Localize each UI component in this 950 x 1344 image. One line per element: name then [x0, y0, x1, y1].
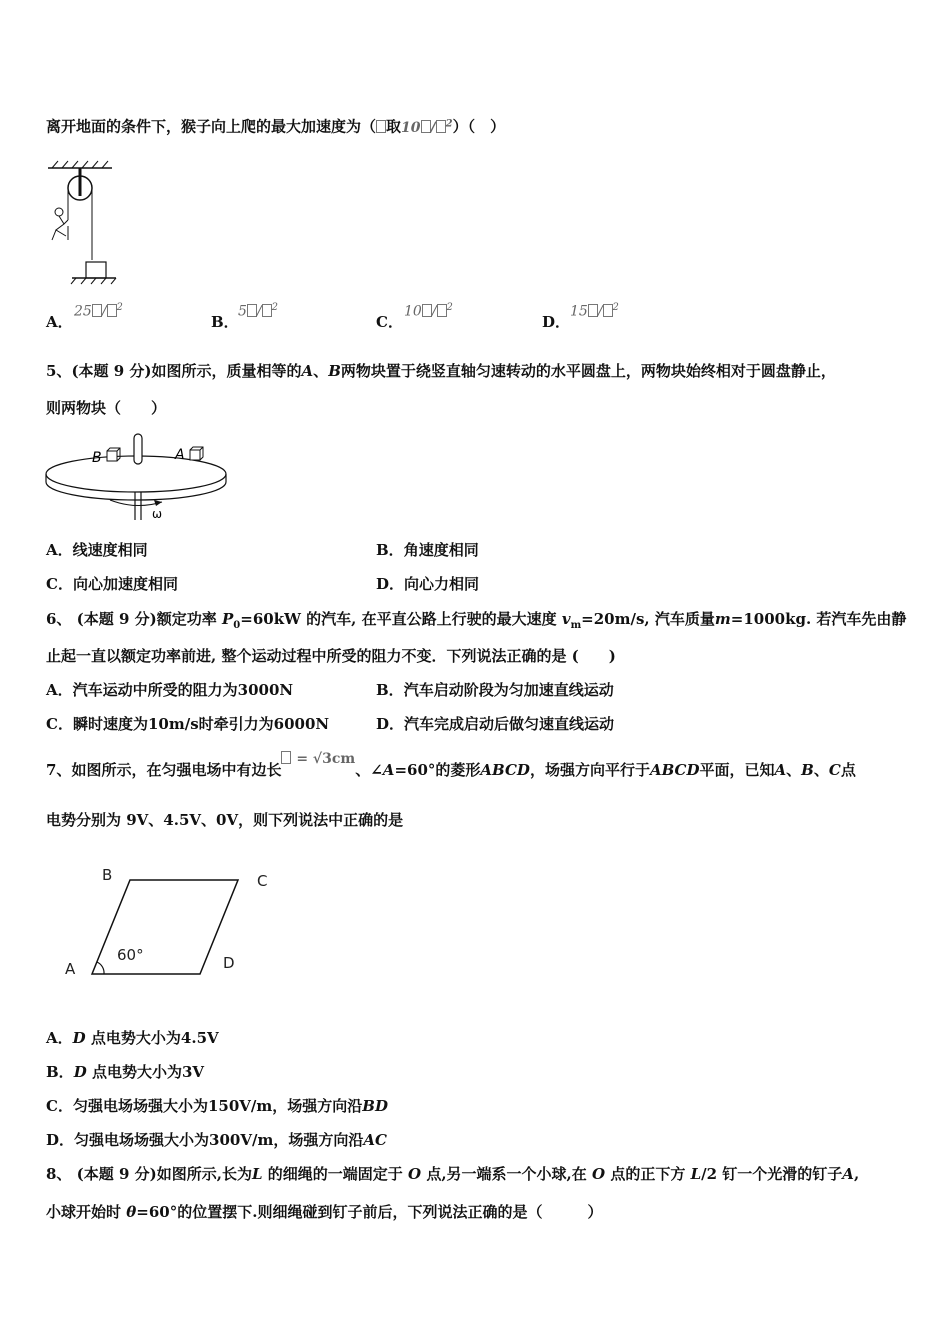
q4-option-c[interactable]: C． [376, 313, 403, 331]
side-length-formula: = √3cm [281, 751, 355, 767]
q6-option-c[interactable]: C．瞬时速度为10m/s时牵引力为6000N [46, 715, 330, 733]
rhombus-figure [60, 864, 280, 984]
vertex-label-c: C [257, 872, 268, 890]
g-formula: 10 / $^2$ [401, 118, 453, 136]
q6-stem-line2: 止起一直以额定功率前进, 整个运动过程中所受的阻力不变．下列说法正确的是 ( ) [46, 647, 616, 665]
q8-stem-line1: 8、 (本题 9 分)如图所示,长为L 的细绳的一端固定于 O 点,另一端系一个小球,在 O 点的正下方 L/2 钉一个光滑的钉子A, [46, 1165, 860, 1183]
q4-option-a[interactable]: A． [46, 313, 73, 331]
q4-stem: 离开地面的条件下，猴子向上爬的最大加速度为（ 取10 / $^2$）（ ） [46, 117, 506, 136]
placeholder-box-icon [376, 120, 386, 133]
turntable-label-a: A [175, 447, 185, 463]
q5-stem-line1: 5、(本题 9 分)如图所示，质量相等的A、B两物块置于绕竖直轴匀速转动的水平圆盘上，两物块始终相对于圆盘静止， [46, 362, 836, 380]
q7-option-c[interactable]: C．匀强电场场强大小为150V/m，场强方向沿BD [46, 1097, 388, 1115]
vertex-label-b: B [102, 866, 113, 884]
q4-option-c-value: 10 / $^2$ [404, 302, 453, 320]
q5-option-b[interactable]: B．角速度相同 [376, 541, 479, 559]
q4-option-a-value: 25 / $^2$ [74, 302, 123, 320]
vertex-label-a: A [65, 960, 76, 978]
q5-option-c[interactable]: C．向心加速度相同 [46, 575, 178, 593]
q6-option-d[interactable]: D．汽车完成启动后做匀速直线运动 [376, 715, 615, 733]
q5-option-d[interactable]: D．向心力相同 [376, 575, 480, 593]
q7-option-b[interactable]: B．D 点电势大小为3V [46, 1063, 205, 1081]
q4-option-d-value: 15 / $^2$ [570, 302, 619, 320]
q4-option-b[interactable]: B． [211, 313, 239, 331]
vertex-label-d: D [223, 954, 235, 972]
q6-stem-line1: 6、 (本题 9 分)额定功率 $P_0=60kW$ 的汽车, 在平直公路上行驶的最大速度 $v_m=20m/s$, 汽车质量m=1000kg. 若汽车先由静 [46, 610, 907, 631]
q4-option-b-value: 5 / $^2$ [238, 302, 279, 320]
q7-stem-line2: 电势分别为 9V、4.5V、0V，则下列说法中正确的是 [46, 811, 404, 829]
monkey-pulley-figure [44, 160, 124, 285]
q7-option-a[interactable]: A．D 点电势大小为4.5V [46, 1029, 219, 1047]
q8-stem-line2: 小球开始时 θ=60°的位置摆下.则细绳碰到钉子前后，下列说法正确的是（ ） [46, 1203, 603, 1221]
q7-stem-line1: 7、如图所示，在匀强电场中有边长 = √3cm、∠A=60°的菱形ABCD，场强方向平行于ABCD平面，已知A、B、C点 [46, 751, 856, 779]
q7-option-d[interactable]: D．匀强电场场强大小为300V/m，场强方向沿AC [46, 1131, 387, 1149]
angle-label: 60° [117, 946, 144, 964]
q5-option-a[interactable]: A．线速度相同 [46, 541, 148, 559]
q5-stem-line2: 则两物块（ ） [46, 399, 167, 417]
omega-label: ω [152, 507, 163, 521]
turntable-figure [44, 430, 234, 522]
q4-option-d[interactable]: D． [542, 313, 571, 331]
turntable-label-b: B [92, 450, 102, 466]
q6-option-a[interactable]: A．汽车运动中所受的阻力为3000N [46, 681, 294, 699]
q6-option-b[interactable]: B．汽车启动阶段为匀加速直线运动 [376, 681, 614, 699]
